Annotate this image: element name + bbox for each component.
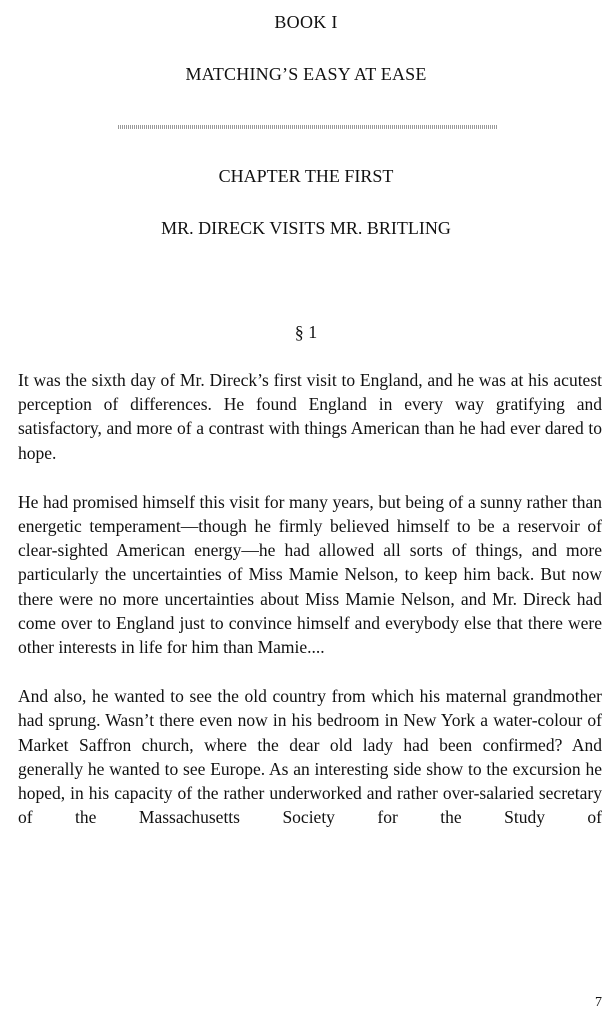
dotted-divider: [118, 125, 498, 129]
paragraph: And also, he wanted to see the old country from which his maternal grandmother had sprung. Wasn’t there even now in his bedroom in New York a water-colour of Market Saffron church, where the dear old lady had been confirmed? And generally he wanted to see Europe. As an interesting side show to the excursion he hoped, in his capacity of the rather underworked and rather over-salaried secretary of the Massachusetts Society for the Study of: [18, 686, 602, 828]
section-marker: § 1: [294, 322, 318, 342]
chapter-heading: CHAPTER THE FIRST: [218, 166, 394, 186]
book-heading: BOOK I: [274, 12, 338, 32]
book-subtitle: MATCHING’S EASY AT EASE: [185, 64, 427, 84]
chapter-title: MR. DIRECK VISITS MR. BRITLING: [161, 218, 451, 238]
page-number: 7: [595, 995, 602, 1010]
paragraph: He had promised himself this visit for many years, but being of a sunny rather than energetic temperament—though he firmly believed himself to be a reservoir of clear-sighted American energy—he had allowed all sorts of things, and more particularly the uncertainties of Miss Mamie Nelson, to keep him back. But now there were no more uncertainties about Miss Mamie Nelson, and Mr. Direck had come over to England just to convince himself and everybody else that there were other interests in life for him than Mamie....: [18, 491, 602, 658]
body-text: [18, 368, 602, 829]
paragraph: It was the sixth day of Mr. Direck’s first visit to England, and he was at his acutest perception of differences. He found England in every way gratifying and satisfactory, and more of a contrast with things American than he had ever dared to hope.: [18, 370, 602, 463]
